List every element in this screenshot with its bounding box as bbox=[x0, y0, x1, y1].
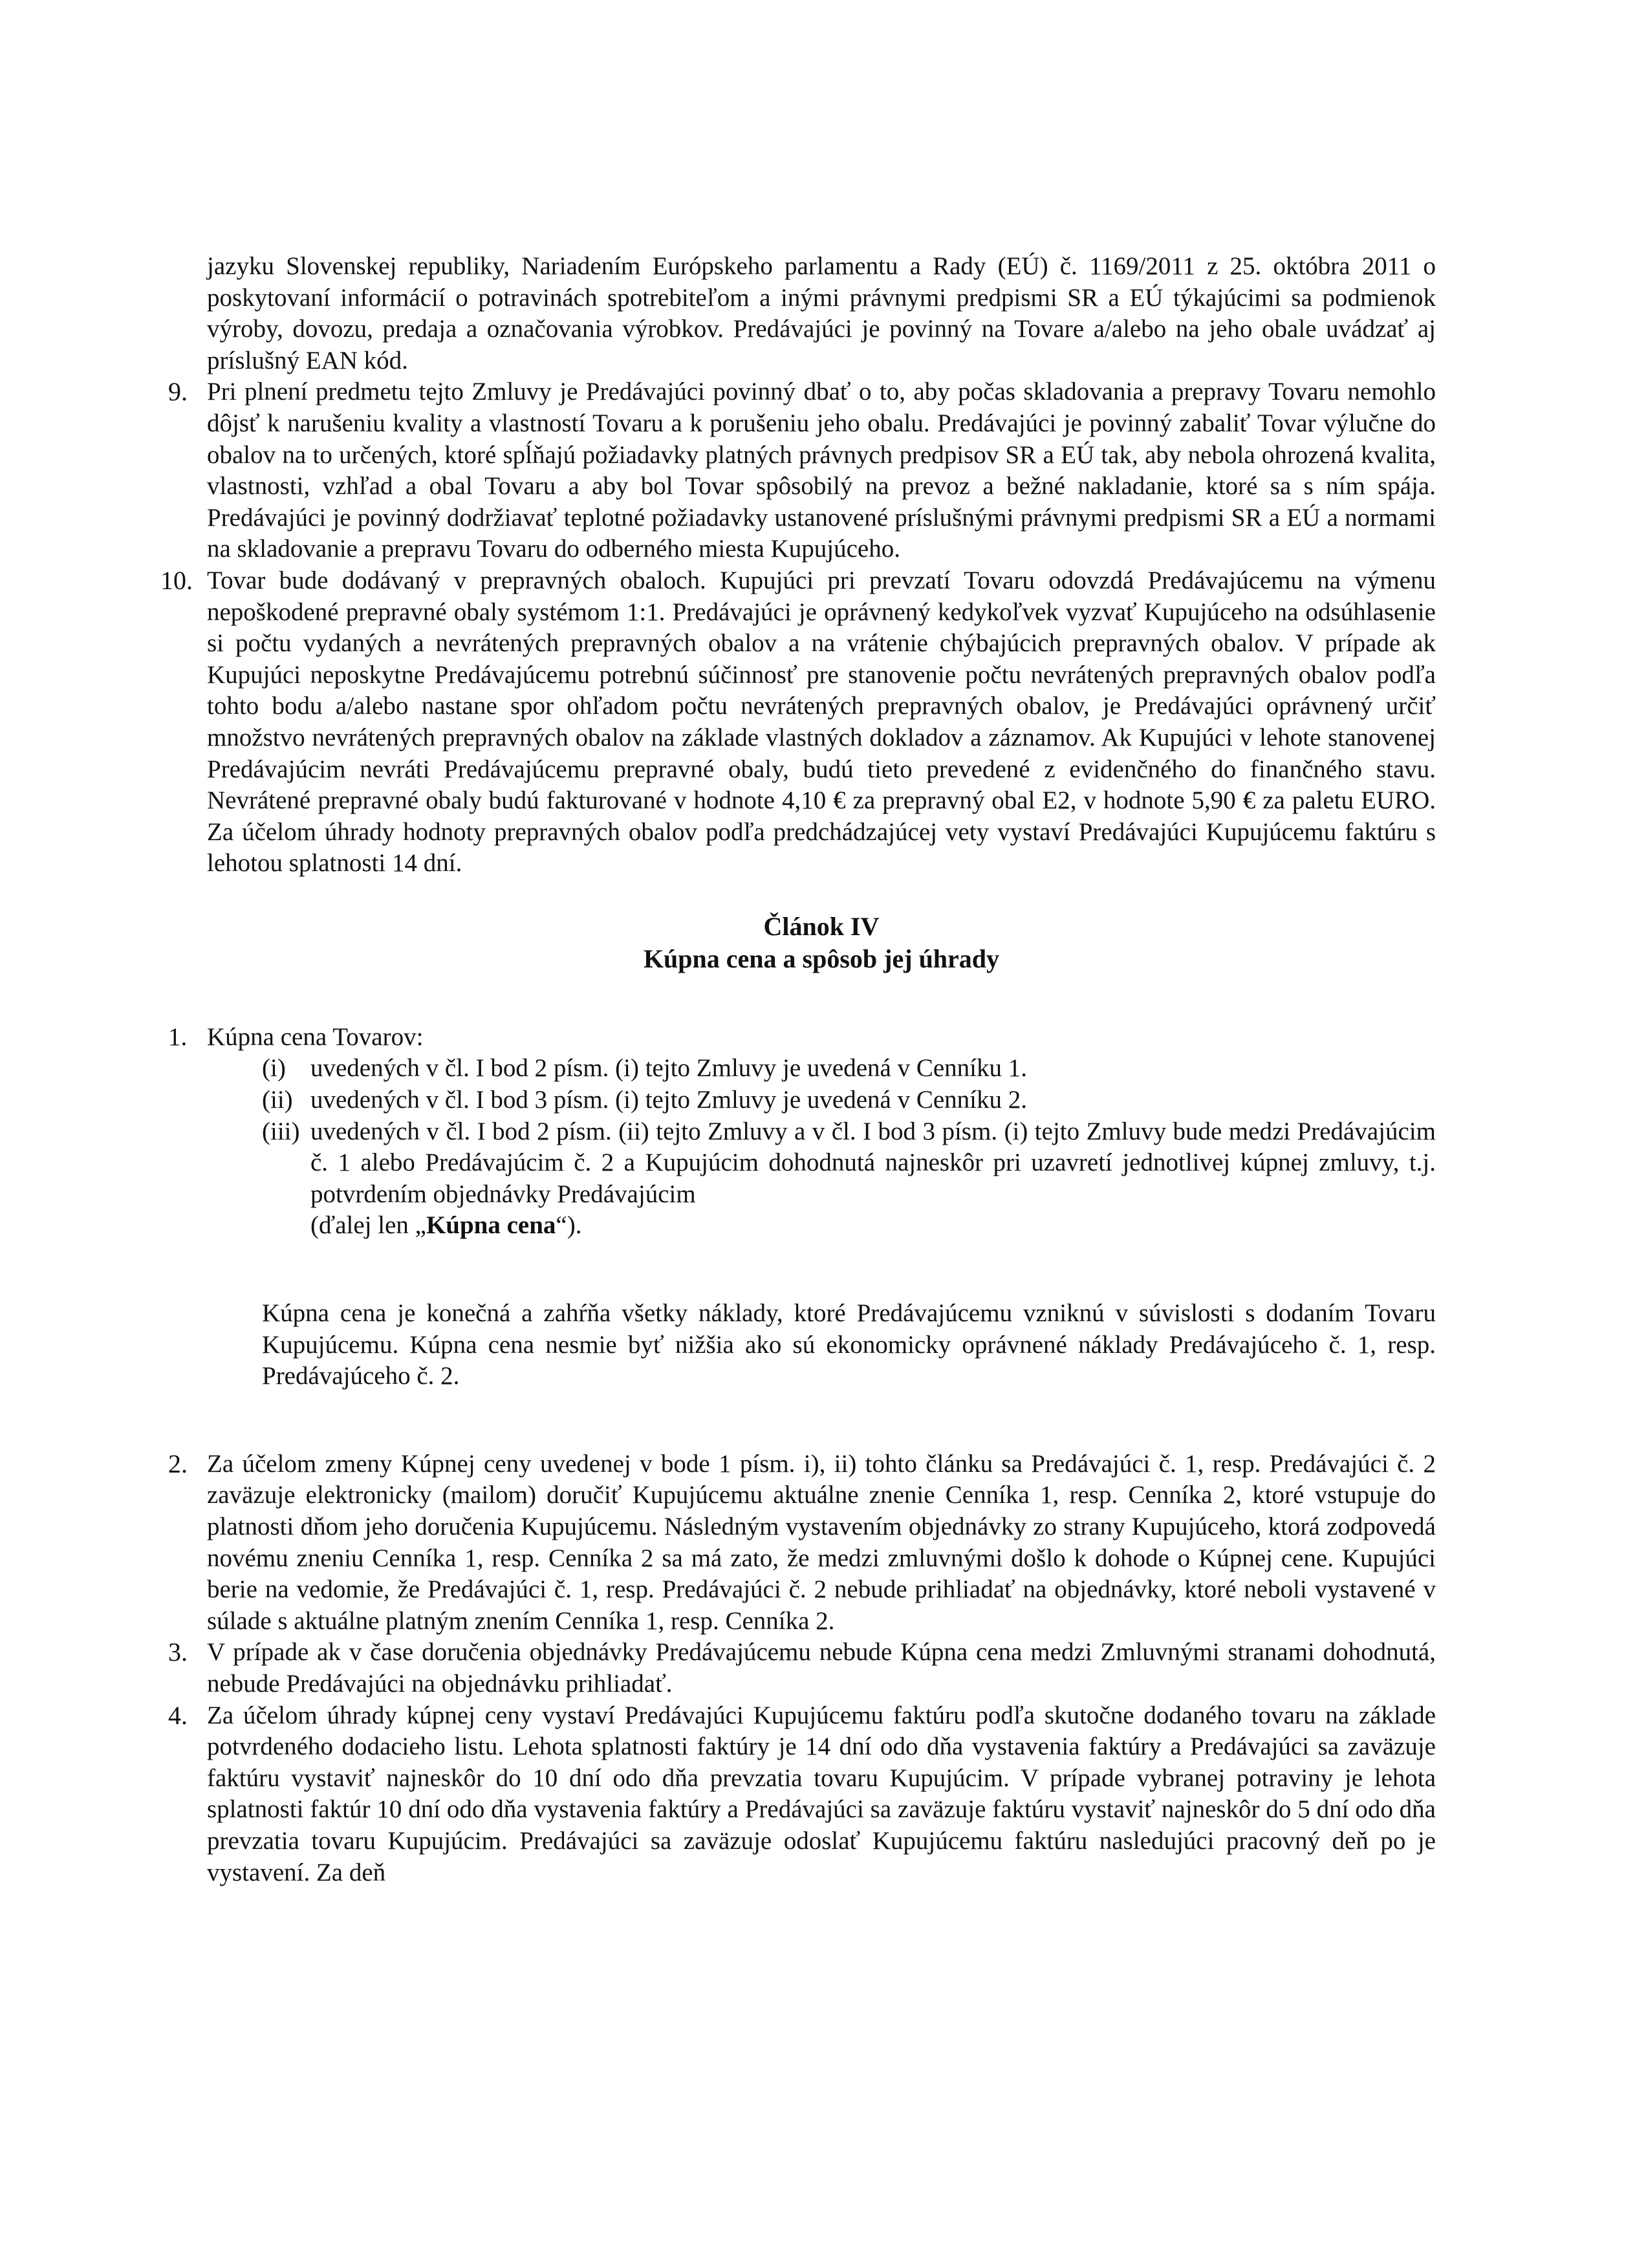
clause-number: 9. bbox=[168, 377, 188, 407]
clause-number: 4. bbox=[168, 1700, 188, 1730]
defined-term: Kúpna cena bbox=[426, 1211, 556, 1240]
clause-text: Za účelom úhrady kúpnej ceny vystaví Predávajúci Kupujúcemu faktúru podľa skutočne dodaného tovaru na základe potvrdeného dodacieho listu. Lehota splatnosti faktúry je 14 dní odo dňa vystavenia faktúry a Predávajúci sa zaväzuje faktúru vystaviť najneskôr do 10 dní odo dňa prevzatia tovaru Kupujúcim. V prípade vybranej potraviny je lehota splatnosti faktúr 10 dní odo dňa vystavenia faktúry a Predávajúci sa zaväzuje faktúru vystaviť najneskôr do 5 dní odo dňa prevzatia tovaru Kupujúcim. Predávajúci sa zaväzuje odoslať Kupujúcemu faktúru nasledujúci pracovný deň po je vystavení. Za deň bbox=[207, 1701, 1436, 1886]
roman-numeral: (ii) bbox=[262, 1086, 293, 1114]
sub-item-text: uvedených v čl. I bod 2 písm. (i) tejto Zmluvy je uvedená v Cenníku 1. bbox=[310, 1054, 1028, 1083]
article-heading: Článok IV bbox=[763, 911, 880, 941]
clause-item-3 bbox=[168, 1637, 1436, 1700]
sub-item-text: uvedených v čl. I bod 2 písm. (ii) tejto Zmluvy a v čl. I bod 3 písm. (i) tejto Zmluvy bude medzi Predávajúcim č. 1 alebo Predávajúcim č. 2 a Kupujúcim dohodnutá najneskôr pri uzavretí jednotlivej kúpnej zmluvy, t.j. potvrdením objednávky Predávajúcim bbox=[310, 1117, 1436, 1208]
clause-text: Pri plnení predmetu tejto Zmluvy je Predávajúci povinný dbať o to, aby počas skladovania a prepravy Tovaru nemohlo dôjsť k narušeniu kvality a vlastností Tovaru a k porušeniu jeho obalu. Predávajúci je povinný zabaliť Tovar výlučne do obalov na to určených, ktoré spĺňajú požiadavky platných právnych predpisov SR a EÚ tak, aby nebola ohrozená kvalita, vlastnosti, vzhľad a obal Tovaru a aby bol Tovar spôsobilý na prevoz a bežné nakladanie, ktoré sa s ním spája. Predávajúci je povinný dodržiavať teplotné požiadavky ustanovené príslušnými právnymi predpismi SR a EÚ a normami na skladovanie a prepravu Tovaru do odberného miesta Kupujúceho. bbox=[207, 378, 1436, 563]
clause-number: 10. bbox=[160, 565, 193, 595]
article-subheading: Kúpna cena a spôsob jej úhrady bbox=[643, 944, 1000, 973]
clause-item-4 bbox=[168, 1700, 1436, 1889]
defined-term-suffix: “). bbox=[556, 1211, 582, 1240]
sub-item-text: uvedených v čl. I bod 3 písm. (i) tejto Zmluvy je uvedená v Cenníku 2. bbox=[310, 1086, 1028, 1114]
clause-intro: Kúpna cena Tovarov: bbox=[207, 1022, 424, 1051]
document-page bbox=[160, 251, 1436, 1888]
price-closing-paragraph: Kúpna cena je konečná a zahŕňa všetky náklady, ktoré Predávajúcemu vzniknú v súvislosti s dodaním Tovaru Kupujúcemu. Kúpna cena nesmie byť nižšia ako sú ekonomicky oprávnené náklady Predávajúceho č. 1, resp. Predávajúceho č. 2. bbox=[262, 1299, 1436, 1390]
clause-text: V prípade ak v čase doručenia objednávky Predávajúcemu nebude Kúpna cena medzi Zmluvnými stranami dohodnutá, nebude Predávajúci na objednávku prihliadať. bbox=[207, 1638, 1436, 1698]
sub-item-i bbox=[207, 1053, 1436, 1085]
clause-text: Za účelom zmeny Kúpnej ceny uvedenej v bode 1 písm. i), ii) tohto článku sa Predávajúci č. 1, resp. Predávajúci č. 2 zaväzuje elektronicky (mailom) doručiť Kupujúcemu aktuálne znenie Cenníka 1, resp. Cenníka 2, ktoré vstupuje do platnosti dňom jeho doručenia Kupujúcemu. Následným vystavením objednávky zo strany Kupujúceho, ktorá zodpovedá novému zneniu Cenníka 1, resp. Cenníka 2 sa má zato, že medzi zmluvnými došlo k dohode o Kúpnej cene. Kupujúci berie na vedomie, že Predávajúci č. 1, resp. Predávajúci č. 2 nebude prihliadať na objednávky, ktoré neboli vystavené v súlade s aktuálne platným znením Cenníka 1, resp. Cenníka 2. bbox=[207, 1449, 1436, 1635]
sub-item-ii bbox=[207, 1085, 1436, 1116]
clause-item-10 bbox=[160, 565, 1436, 880]
clause-number: 2. bbox=[168, 1449, 188, 1478]
clause-item-9 bbox=[168, 376, 1436, 565]
price-sublist bbox=[207, 1053, 1436, 1242]
continuation-paragraph: jazyku Slovenskej republiky, Nariadením Európskeho parlamentu a Rady (EÚ) č. 1169/2011 z 25. októbra 2011 o poskytovaní informácií o potravinách spotrebiteľom a inými právnymi predpismi SR a EÚ týkajúcimi sa podmienok výroby, dovozu, predaja a označovania výrobkov. Predávajúci je povinný na Tovare a/alebo na jeho obale uvádzať aj príslušný EAN kód. bbox=[207, 252, 1436, 374]
defined-term-prefix: (ďalej len „ bbox=[310, 1211, 426, 1240]
clause-text: Tovar bude dodávaný v prepravných obaloch. Kupujúci pri prevzatí Tovaru odovzdá Predávajúcemu na výmenu nepoškodené prepravné obaly systémom 1:1. Predávajúci je oprávnený kedykoľvek vyzvať Kupujúceho na odsúhlasenie si počtu vydaných a nevrátených prepravných obalov a na vrátenie chýbajúcich prepravných obalov. V prípade ak Kupujúci neposkytne Predávajúcemu potrebnú súčinnosť pre stanovenie počtu nevrátených prepravných obalov podľa tohto bodu a/alebo nastane spor ohľadom počtu nevrátených prepravných obalov, je Predávajúci oprávnený určiť množstvo nevrátených prepravných obalov na základe vlastných dokladov a záznamov. Ak Kupujúci v lehote stanovenej Predávajúcim nevráti Predávajúcemu prepravné obaly, budú tieto prevedené z evidenčného do finančného stavu. Nevrátené prepravné obaly budú fakturované v hodnote 4,10 € za prepravný obal E2, v hodnote 5,90 € za paletu EURO. Za účelom úhrady hodnoty prepravných obalov podľa predchádzajúcej vety vystaví Predávajúci Kupujúcemu faktúru s lehotou splatnosti 14 dní. bbox=[207, 566, 1436, 878]
roman-numeral: (i) bbox=[262, 1054, 286, 1083]
clause-number: 1. bbox=[168, 1022, 188, 1051]
clause-number: 3. bbox=[168, 1637, 188, 1667]
sub-item-iii bbox=[207, 1116, 1436, 1242]
clause-item-2 bbox=[168, 1449, 1436, 1637]
roman-numeral: (iii) bbox=[262, 1117, 300, 1145]
clause-item-1 bbox=[168, 1022, 1436, 1053]
